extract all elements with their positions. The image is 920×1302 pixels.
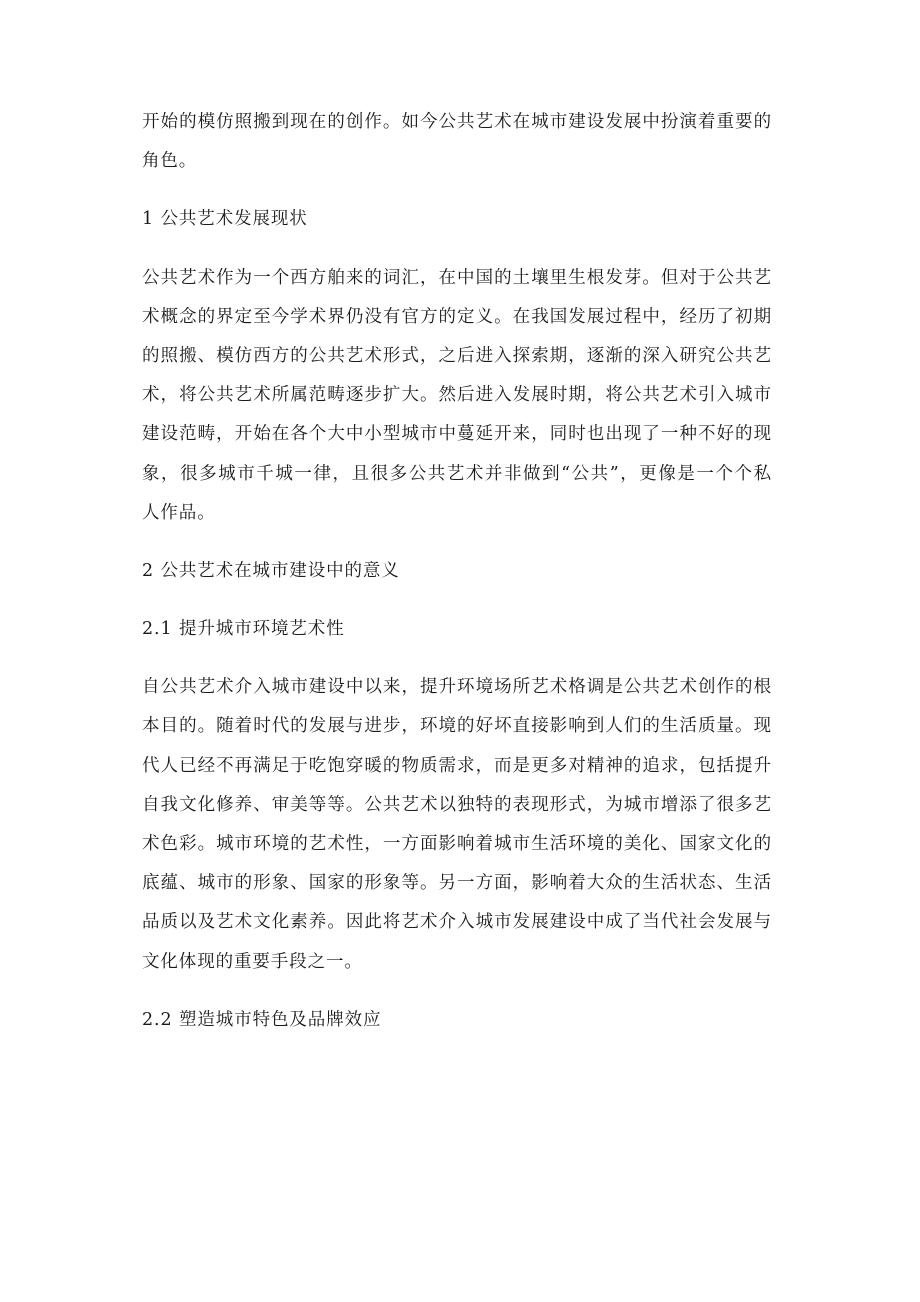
section-heading-2 (142, 552, 772, 591)
heading-text: 2.1 提升城市环境艺术性 (142, 619, 345, 640)
text-line: 本目的。随着时代的发展与进步，环境的好坏直接影响到人们的生活质量。现 (142, 716, 772, 737)
paragraph-intro (142, 103, 772, 181)
text-line: 品质以及艺术文化素养。因此将艺术介入城市发展建设中成了当代社会发展与 (142, 912, 772, 933)
document-page (142, 103, 772, 1059)
section-heading-1 (142, 200, 772, 239)
paragraph-development-status (142, 259, 772, 533)
paragraph-environment-artistry (142, 668, 772, 982)
text-line: 的照搬、模仿西方的公共艺术形式，之后进入探索期，逐渐的深入研究公共艺 (142, 345, 772, 366)
text-line: 人作品。 (142, 502, 216, 523)
text-line: 术色彩。城市环境的艺术性，一方面影响着城市生活环境的美化、国家文化的 (142, 834, 772, 854)
heading-text: 2 公共艺术在城市建设中的意义 (142, 560, 400, 581)
text-line: 象，很多城市千城一律，且很多公共艺术并非做到“公共”，更像是一个个私 (142, 463, 772, 484)
text-line: 开始的模仿照搬到现在的创作。如今公共艺术在城市建设发展中扮演着重要的 (142, 112, 772, 132)
heading-text: 1 公共艺术发展现状 (142, 209, 308, 230)
subsection-heading-2-2 (142, 1001, 772, 1040)
text-line: 代人已经不再满足于吃饱穿暖的物质需求，而是更多对精神的追求，包括提升 (142, 755, 772, 776)
text-line: 术，将公共艺术所属范畴逐步扩大。然后进入发展时期，将公共艺术引入城市 (142, 385, 772, 406)
text-line: 角色。 (142, 151, 198, 172)
text-line: 底蕴、城市的形象、国家的形象等。另一方面，影响着大众的生活状态、生活 (142, 873, 772, 894)
text-line: 文化体现的重要手段之一。 (142, 951, 363, 972)
text-line: 建设范畴，开始在各个大中小型城市中蔓延开来，同时也出现了一种不好的现 (142, 424, 772, 445)
text-line: 公共艺术作为一个西方舶来的词汇，在中国的土壤里生根发芽。但对于公共艺 (142, 267, 772, 288)
heading-text: 2.2 塑造城市特色及品牌效应 (142, 1009, 382, 1030)
text-line: 术概念的界定至今学术界仍没有官方的定义。在我国发展过程中，经历了初期 (142, 306, 772, 327)
text-line: 自公共艺术介入城市建设中以来，提升环境场所艺术格调是公共艺术创作的根 (142, 677, 772, 698)
text-line: 自我文化修养、审美等等。公共艺术以独特的表现形式，为城市增添了很多艺 (142, 794, 772, 815)
subsection-heading-2-1 (142, 610, 772, 649)
